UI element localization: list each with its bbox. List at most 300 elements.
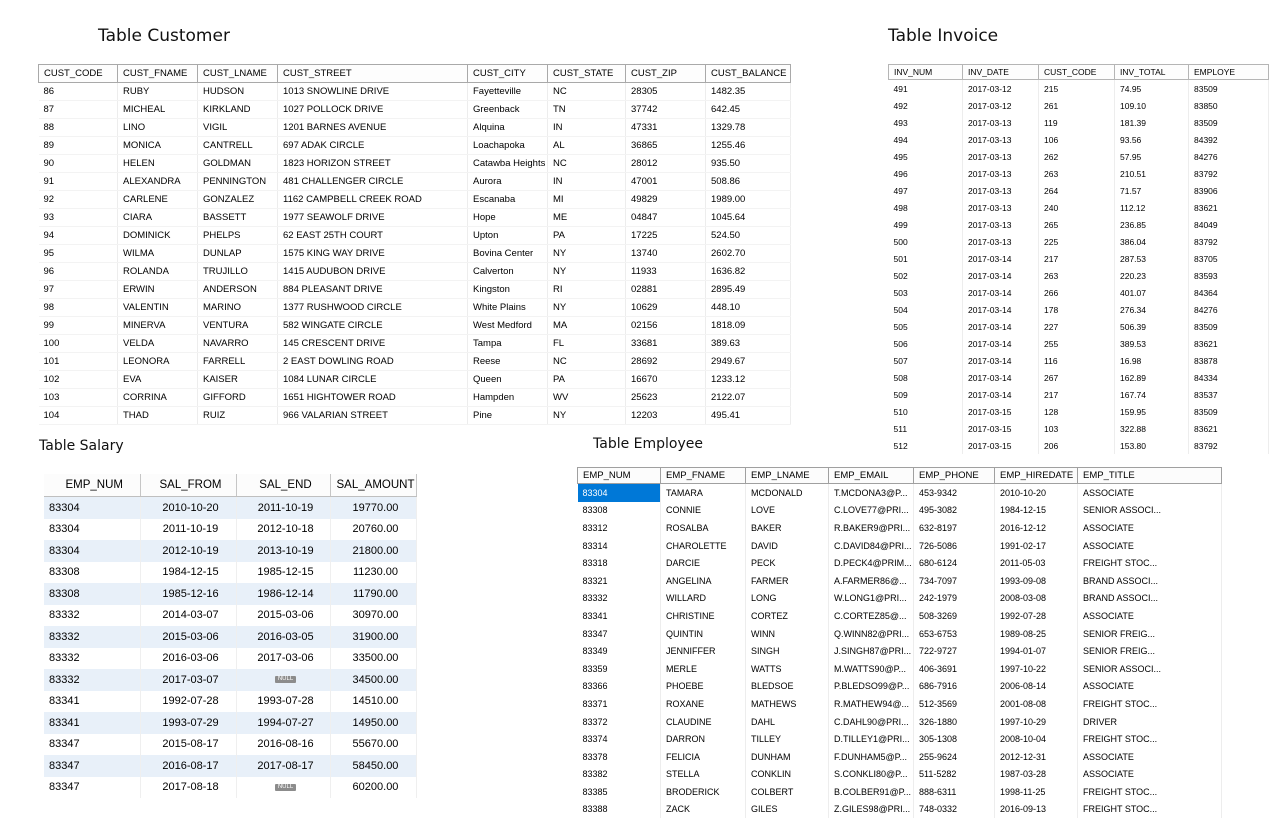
employee-cell[interactable]: GILES <box>746 801 829 818</box>
customer-cell[interactable]: 13740 <box>626 245 706 263</box>
employee-cell[interactable]: ASSOCIATE <box>1078 748 1222 766</box>
salary-cell[interactable]: 1992-07-28 <box>140 691 236 713</box>
invoice-cell[interactable]: 266 <box>1039 284 1115 301</box>
customer-cell[interactable]: 1823 HORIZON STREET <box>278 155 468 173</box>
customer-cell[interactable]: 1989.00 <box>706 191 791 209</box>
customer-cell[interactable]: PA <box>548 227 626 245</box>
invoice-row[interactable] <box>889 352 1269 369</box>
customer-cell[interactable]: RUIZ <box>198 407 278 425</box>
employee-column-header[interactable]: EMP_NUM <box>578 468 661 484</box>
invoice-cell[interactable]: 84392 <box>1189 131 1269 148</box>
customer-cell[interactable]: Greenback <box>468 101 548 119</box>
employee-cell[interactable]: 748-0332 <box>914 801 995 818</box>
employee-cell[interactable]: DAVID <box>746 537 829 555</box>
invoice-cell[interactable]: 2017-03-13 <box>963 131 1039 148</box>
customer-cell[interactable]: VENTURA <box>198 317 278 335</box>
salary-cell[interactable]: 83332 <box>44 605 140 627</box>
employee-cell[interactable]: 1992-07-28 <box>995 607 1078 625</box>
salary-row[interactable] <box>44 605 416 627</box>
customer-cell[interactable]: Fayetteville <box>468 83 548 101</box>
employee-cell[interactable]: LONG <box>746 590 829 608</box>
employee-cell[interactable]: ASSOCIATE <box>1078 607 1222 625</box>
employee-cell[interactable]: 686-7916 <box>914 678 995 696</box>
invoice-cell[interactable]: 494 <box>889 131 963 148</box>
customer-cell[interactable]: 1201 BARNES AVENUE <box>278 119 468 137</box>
employee-cell[interactable]: TAMARA <box>661 484 746 502</box>
employee-cell[interactable]: CHRISTINE <box>661 607 746 625</box>
employee-column-header[interactable]: EMP_PHONE <box>914 468 995 484</box>
invoice-cell[interactable]: 159.95 <box>1115 403 1189 420</box>
invoice-cell[interactable]: 276.34 <box>1115 301 1189 318</box>
salary-cell[interactable]: 11790.00 <box>330 583 416 605</box>
employee-row[interactable] <box>578 695 1222 713</box>
employee-cell[interactable]: ZACK <box>661 801 746 818</box>
invoice-cell[interactable]: 2017-03-12 <box>963 97 1039 114</box>
salary-row[interactable] <box>44 734 416 756</box>
salary-cell[interactable]: 2015-08-17 <box>140 734 236 756</box>
employee-cell[interactable]: 83378 <box>578 748 661 766</box>
employee-row[interactable] <box>578 590 1222 608</box>
customer-cell[interactable]: GOLDMAN <box>198 155 278 173</box>
invoice-cell[interactable]: 240 <box>1039 199 1115 216</box>
customer-cell[interactable]: 524.50 <box>706 227 791 245</box>
customer-cell[interactable]: 1651 HIGHTOWER ROAD <box>278 389 468 407</box>
invoice-cell[interactable]: 84334 <box>1189 369 1269 386</box>
invoice-cell[interactable]: 2017-03-14 <box>963 318 1039 335</box>
invoice-cell[interactable]: 83509 <box>1189 114 1269 131</box>
customer-cell[interactable]: 1818.09 <box>706 317 791 335</box>
customer-cell[interactable]: LINO <box>118 119 198 137</box>
salary-cell[interactable]: 2017-08-18 <box>140 777 236 799</box>
invoice-cell[interactable]: 83621 <box>1189 420 1269 437</box>
employee-row[interactable] <box>578 766 1222 784</box>
employee-column-header[interactable]: EMP_LNAME <box>746 468 829 484</box>
employee-cell[interactable]: TILLEY <box>746 730 829 748</box>
customer-cell[interactable]: KAISER <box>198 371 278 389</box>
employee-cell[interactable]: COLBERT <box>746 783 829 801</box>
customer-cell[interactable]: CORRINA <box>118 389 198 407</box>
employee-cell[interactable]: 1997-10-22 <box>995 660 1078 678</box>
employee-cell[interactable]: BRAND ASSOCI... <box>1078 590 1222 608</box>
customer-cell[interactable]: NC <box>548 155 626 173</box>
employee-row[interactable] <box>578 801 1222 818</box>
customer-cell[interactable]: 2895.49 <box>706 281 791 299</box>
employee-row[interactable] <box>578 572 1222 590</box>
employee-cell[interactable]: BRODERICK <box>661 783 746 801</box>
salary-cell[interactable]: 58450.00 <box>330 755 416 777</box>
invoice-row[interactable] <box>889 437 1269 454</box>
employee-cell[interactable]: 1994-01-07 <box>995 642 1078 660</box>
salary-cell[interactable]: 14510.00 <box>330 691 416 713</box>
customer-cell[interactable]: 28012 <box>626 155 706 173</box>
employee-cell[interactable]: FREIGHT STOC... <box>1078 554 1222 572</box>
employee-cell[interactable]: FREIGHT STOC... <box>1078 783 1222 801</box>
salary-cell[interactable] <box>236 777 330 799</box>
employee-cell[interactable]: STELLA <box>661 766 746 784</box>
invoice-cell[interactable]: 84049 <box>1189 216 1269 233</box>
customer-cell[interactable]: 86 <box>39 83 118 101</box>
employee-cell[interactable]: 2011-05-03 <box>995 554 1078 572</box>
invoice-column-header[interactable]: INV_NUM <box>889 65 963 80</box>
customer-cell[interactable]: HUDSON <box>198 83 278 101</box>
employee-cell[interactable]: CHAROLETTE <box>661 537 746 555</box>
salary-cell[interactable]: 2015-03-06 <box>236 605 330 627</box>
invoice-cell[interactable]: 153.80 <box>1115 437 1189 454</box>
customer-cell[interactable]: Hope <box>468 209 548 227</box>
customer-cell[interactable]: RUBY <box>118 83 198 101</box>
customer-cell[interactable]: 1977 SEAWOLF DRIVE <box>278 209 468 227</box>
customer-cell[interactable]: 47001 <box>626 173 706 191</box>
customer-cell[interactable]: 448.10 <box>706 299 791 317</box>
salary-cell[interactable]: 83308 <box>44 562 140 584</box>
invoice-cell[interactable]: 287.53 <box>1115 250 1189 267</box>
customer-cell[interactable]: 1045.64 <box>706 209 791 227</box>
employee-cell[interactable]: FARMER <box>746 572 829 590</box>
customer-cell[interactable]: 1636.82 <box>706 263 791 281</box>
salary-row[interactable] <box>44 519 416 541</box>
customer-cell[interactable]: 2 EAST DOWLING ROAD <box>278 353 468 371</box>
salary-row[interactable] <box>44 648 416 670</box>
customer-cell[interactable]: Tampa <box>468 335 548 353</box>
customer-cell[interactable]: 1415 AUDUBON DRIVE <box>278 263 468 281</box>
employee-cell[interactable]: 83312 <box>578 519 661 537</box>
invoice-cell[interactable]: 57.95 <box>1115 148 1189 165</box>
invoice-row[interactable] <box>889 199 1269 216</box>
customer-cell[interactable]: DUNLAP <box>198 245 278 263</box>
invoice-cell[interactable]: 389.53 <box>1115 335 1189 352</box>
customer-cell[interactable]: 94 <box>39 227 118 245</box>
customer-cell[interactable]: 102 <box>39 371 118 389</box>
employee-cell[interactable]: DAHL <box>746 713 829 731</box>
salary-cell[interactable]: 30970.00 <box>330 605 416 627</box>
customer-column-header[interactable]: CUST_STATE <box>548 65 626 83</box>
customer-cell[interactable]: ME <box>548 209 626 227</box>
employee-cell[interactable]: 83359 <box>578 660 661 678</box>
employee-cell[interactable]: Z.GILES98@PRI... <box>829 801 914 818</box>
customer-cell[interactable]: 10629 <box>626 299 706 317</box>
salary-cell[interactable]: 83308 <box>44 583 140 605</box>
customer-column-header[interactable]: CUST_BALANCE <box>706 65 791 83</box>
employee-cell[interactable]: ROXANE <box>661 695 746 713</box>
invoice-cell[interactable]: 509 <box>889 386 963 403</box>
customer-cell[interactable]: IN <box>548 173 626 191</box>
customer-cell[interactable]: KIRKLAND <box>198 101 278 119</box>
invoice-column-header[interactable]: INV_TOTAL <box>1115 65 1189 80</box>
invoice-cell[interactable]: 83509 <box>1189 318 1269 335</box>
employee-row[interactable] <box>578 502 1222 520</box>
invoice-column-header[interactable]: CUST_CODE <box>1039 65 1115 80</box>
employee-cell[interactable]: 1997-10-29 <box>995 713 1078 731</box>
invoice-row[interactable] <box>889 114 1269 131</box>
customer-cell[interactable]: 93 <box>39 209 118 227</box>
employee-cell[interactable]: 326-1880 <box>914 713 995 731</box>
customer-cell[interactable]: Catawba Heights <box>468 155 548 173</box>
employee-cell[interactable]: 83349 <box>578 642 661 660</box>
employee-cell[interactable]: FREIGHT STOC... <box>1078 730 1222 748</box>
customer-cell[interactable]: GONZALEZ <box>198 191 278 209</box>
invoice-cell[interactable]: 505 <box>889 318 963 335</box>
invoice-cell[interactable]: 386.04 <box>1115 233 1189 250</box>
employee-cell[interactable]: DRIVER <box>1078 713 1222 731</box>
customer-cell[interactable]: NC <box>548 83 626 101</box>
invoice-cell[interactable]: 128 <box>1039 403 1115 420</box>
invoice-cell[interactable]: 93.56 <box>1115 131 1189 148</box>
salary-cell[interactable]: 2016-03-05 <box>236 626 330 648</box>
invoice-cell[interactable]: 83621 <box>1189 335 1269 352</box>
employee-cell[interactable]: S.CONKLI80@P... <box>829 766 914 784</box>
customer-cell[interactable]: 28305 <box>626 83 706 101</box>
employee-cell[interactable]: ASSOCIATE <box>1078 519 1222 537</box>
customer-cell[interactable]: ANDERSON <box>198 281 278 299</box>
employee-cell[interactable]: D.PECK4@PRIM... <box>829 554 914 572</box>
invoice-cell[interactable]: 83509 <box>1189 80 1269 98</box>
customer-cell[interactable]: Loachapoka <box>468 137 548 155</box>
customer-cell[interactable]: 33681 <box>626 335 706 353</box>
employee-column-header[interactable]: EMP_TITLE <box>1078 468 1222 484</box>
employee-cell[interactable]: CLAUDINE <box>661 713 746 731</box>
customer-cell[interactable]: 92 <box>39 191 118 209</box>
customer-cell[interactable]: 495.41 <box>706 407 791 425</box>
employee-cell[interactable]: FREIGHT STOC... <box>1078 695 1222 713</box>
invoice-cell[interactable]: 2017-03-12 <box>963 80 1039 98</box>
customer-cell[interactable]: Queen <box>468 371 548 389</box>
customer-cell[interactable]: 87 <box>39 101 118 119</box>
customer-cell[interactable]: 12203 <box>626 407 706 425</box>
customer-cell[interactable]: VIGIL <box>198 119 278 137</box>
salary-cell[interactable]: 20760.00 <box>330 519 416 541</box>
employee-cell[interactable]: DARCIE <box>661 554 746 572</box>
customer-cell[interactable]: 11933 <box>626 263 706 281</box>
invoice-cell[interactable]: 83621 <box>1189 199 1269 216</box>
invoice-cell[interactable]: 84364 <box>1189 284 1269 301</box>
employee-cell[interactable]: MATHEWS <box>746 695 829 713</box>
customer-cell[interactable]: 95 <box>39 245 118 263</box>
customer-cell[interactable]: 91 <box>39 173 118 191</box>
employee-cell[interactable]: ASSOCIATE <box>1078 484 1222 502</box>
employee-cell[interactable]: 888-6311 <box>914 783 995 801</box>
customer-cell[interactable]: NY <box>548 245 626 263</box>
employee-cell[interactable]: FELICIA <box>661 748 746 766</box>
customer-cell[interactable]: GIFFORD <box>198 389 278 407</box>
invoice-row[interactable] <box>889 165 1269 182</box>
customer-cell[interactable]: Upton <box>468 227 548 245</box>
salary-cell[interactable]: 19770.00 <box>330 497 416 519</box>
salary-cell[interactable]: 2011-10-19 <box>236 497 330 519</box>
customer-cell[interactable]: CIARA <box>118 209 198 227</box>
salary-cell[interactable]: 83347 <box>44 777 140 799</box>
invoice-cell[interactable]: 206 <box>1039 437 1115 454</box>
invoice-cell[interactable]: 106 <box>1039 131 1115 148</box>
customer-row[interactable] <box>39 245 791 263</box>
employee-cell[interactable]: CONNIE <box>661 502 746 520</box>
invoice-row[interactable] <box>889 97 1269 114</box>
employee-row[interactable] <box>578 519 1222 537</box>
customer-cell[interactable]: 2602.70 <box>706 245 791 263</box>
employee-cell[interactable]: 2008-10-04 <box>995 730 1078 748</box>
employee-cell[interactable]: C.DAHL90@PRI... <box>829 713 914 731</box>
invoice-cell[interactable]: 217 <box>1039 250 1115 267</box>
invoice-cell[interactable]: 261 <box>1039 97 1115 114</box>
invoice-cell[interactable]: 162.89 <box>1115 369 1189 386</box>
employee-cell[interactable]: BRAND ASSOCI... <box>1078 572 1222 590</box>
customer-cell[interactable]: 389.63 <box>706 335 791 353</box>
customer-cell[interactable]: 697 ADAK CIRCLE <box>278 137 468 155</box>
invoice-row[interactable] <box>889 80 1269 98</box>
employee-cell[interactable]: D.TILLEY1@PRI... <box>829 730 914 748</box>
employee-cell[interactable]: 632-8197 <box>914 519 995 537</box>
employee-cell[interactable]: B.COLBER91@P... <box>829 783 914 801</box>
invoice-row[interactable] <box>889 148 1269 165</box>
employee-column-header[interactable]: EMP_FNAME <box>661 468 746 484</box>
invoice-row[interactable] <box>889 250 1269 267</box>
customer-cell[interactable]: 62 EAST 25TH COURT <box>278 227 468 245</box>
customer-cell[interactable]: DOMINICK <box>118 227 198 245</box>
employee-row[interactable] <box>578 730 1222 748</box>
invoice-cell[interactable]: 499 <box>889 216 963 233</box>
invoice-cell[interactable]: 225 <box>1039 233 1115 250</box>
employee-cell[interactable]: 512-3569 <box>914 695 995 713</box>
customer-row[interactable] <box>39 155 791 173</box>
invoice-cell[interactable]: 2017-03-13 <box>963 182 1039 199</box>
employee-row[interactable] <box>578 642 1222 660</box>
salary-row[interactable] <box>44 626 416 648</box>
salary-cell[interactable]: 1993-07-29 <box>140 712 236 734</box>
salary-cell[interactable]: 1984-12-15 <box>140 562 236 584</box>
employee-cell[interactable]: 83332 <box>578 590 661 608</box>
customer-cell[interactable]: MINERVA <box>118 317 198 335</box>
invoice-cell[interactable]: 508 <box>889 369 963 386</box>
employee-cell[interactable]: 83372 <box>578 713 661 731</box>
employee-cell[interactable]: ASSOCIATE <box>1078 678 1222 696</box>
invoice-cell[interactable]: 2017-03-14 <box>963 284 1039 301</box>
customer-cell[interactable]: WV <box>548 389 626 407</box>
salary-cell[interactable]: 2012-10-18 <box>236 519 330 541</box>
salary-cell[interactable]: 83341 <box>44 691 140 713</box>
employee-cell[interactable]: 83374 <box>578 730 661 748</box>
invoice-cell[interactable]: 83878 <box>1189 352 1269 369</box>
invoice-cell[interactable]: 507 <box>889 352 963 369</box>
employee-cell[interactable]: 83347 <box>578 625 661 643</box>
employee-cell[interactable]: 495-3082 <box>914 502 995 520</box>
employee-cell[interactable]: 83318 <box>578 554 661 572</box>
invoice-cell[interactable]: 264 <box>1039 182 1115 199</box>
invoice-cell[interactable]: 262 <box>1039 148 1115 165</box>
invoice-cell[interactable]: 492 <box>889 97 963 114</box>
invoice-cell[interactable]: 84276 <box>1189 148 1269 165</box>
invoice-column-header[interactable]: INV_DATE <box>963 65 1039 80</box>
customer-cell[interactable]: NY <box>548 299 626 317</box>
invoice-cell[interactable]: 2017-03-14 <box>963 267 1039 284</box>
salary-cell[interactable] <box>236 669 330 691</box>
customer-cell[interactable]: RI <box>548 281 626 299</box>
employee-cell[interactable]: C.CORTEZ85@... <box>829 607 914 625</box>
customer-cell[interactable]: 103 <box>39 389 118 407</box>
customer-row[interactable] <box>39 173 791 191</box>
customer-row[interactable] <box>39 317 791 335</box>
invoice-cell[interactable]: 495 <box>889 148 963 165</box>
customer-cell[interactable]: 16670 <box>626 371 706 389</box>
invoice-row[interactable] <box>889 216 1269 233</box>
customer-cell[interactable]: Pine <box>468 407 548 425</box>
customer-cell[interactable]: MI <box>548 191 626 209</box>
employee-cell[interactable]: 2010-10-20 <box>995 484 1078 502</box>
customer-column-header[interactable]: CUST_STREET <box>278 65 468 83</box>
customer-cell[interactable]: 1084 LUNAR CIRCLE <box>278 371 468 389</box>
salary-row[interactable] <box>44 712 416 734</box>
employee-cell[interactable]: FREIGHT STOC... <box>1078 801 1222 818</box>
customer-cell[interactable]: 37742 <box>626 101 706 119</box>
customer-cell[interactable]: WILMA <box>118 245 198 263</box>
customer-cell[interactable]: 2949.67 <box>706 353 791 371</box>
customer-cell[interactable]: ROLANDA <box>118 263 198 281</box>
customer-row[interactable] <box>39 407 791 425</box>
customer-cell[interactable]: 1162 CAMPBELL CREEK ROAD <box>278 191 468 209</box>
employee-column-header[interactable]: EMP_EMAIL <box>829 468 914 484</box>
employee-row[interactable] <box>578 537 1222 555</box>
invoice-row[interactable] <box>889 318 1269 335</box>
customer-cell[interactable]: 100 <box>39 335 118 353</box>
customer-cell[interactable]: Escanaba <box>468 191 548 209</box>
customer-cell[interactable]: 481 CHALLENGER CIRCLE <box>278 173 468 191</box>
invoice-cell[interactable]: 215 <box>1039 80 1115 98</box>
invoice-row[interactable] <box>889 284 1269 301</box>
employee-cell[interactable]: W.LONG1@PRI... <box>829 590 914 608</box>
customer-cell[interactable]: NAVARRO <box>198 335 278 353</box>
invoice-cell[interactable]: 502 <box>889 267 963 284</box>
customer-cell[interactable]: 2122.07 <box>706 389 791 407</box>
customer-cell[interactable]: AL <box>548 137 626 155</box>
employee-cell[interactable]: SENIOR FREIG... <box>1078 642 1222 660</box>
customer-cell[interactable]: NY <box>548 407 626 425</box>
customer-cell[interactable]: Calverton <box>468 263 548 281</box>
employee-cell[interactable]: F.DUNHAM5@P... <box>829 748 914 766</box>
invoice-cell[interactable]: 2017-03-15 <box>963 420 1039 437</box>
invoice-cell[interactable]: 2017-03-14 <box>963 301 1039 318</box>
invoice-row[interactable] <box>889 301 1269 318</box>
invoice-cell[interactable]: 501 <box>889 250 963 267</box>
salary-cell[interactable]: 14950.00 <box>330 712 416 734</box>
customer-row[interactable] <box>39 371 791 389</box>
invoice-cell[interactable]: 506.39 <box>1115 318 1189 335</box>
invoice-cell[interactable]: 255 <box>1039 335 1115 352</box>
invoice-cell[interactable]: 83850 <box>1189 97 1269 114</box>
customer-cell[interactable]: 1482.35 <box>706 83 791 101</box>
customer-cell[interactable]: Bovina Center <box>468 245 548 263</box>
employee-cell[interactable]: BLEDSOE <box>746 678 829 696</box>
customer-cell[interactable]: 1013 SNOWLINE DRIVE <box>278 83 468 101</box>
employee-cell[interactable]: R.MATHEW94@... <box>829 695 914 713</box>
customer-cell[interactable]: 935.50 <box>706 155 791 173</box>
customer-cell[interactable]: EVA <box>118 371 198 389</box>
customer-cell[interactable]: THAD <box>118 407 198 425</box>
customer-cell[interactable]: 04847 <box>626 209 706 227</box>
customer-row[interactable] <box>39 83 791 101</box>
customer-cell[interactable]: FARRELL <box>198 353 278 371</box>
employee-cell[interactable]: 83341 <box>578 607 661 625</box>
employee-cell[interactable]: ROSALBA <box>661 519 746 537</box>
employee-cell[interactable]: BAKER <box>746 519 829 537</box>
employee-cell[interactable]: R.BAKER9@PRI... <box>829 519 914 537</box>
employee-cell[interactable]: MCDONALD <box>746 484 829 502</box>
customer-cell[interactable]: 36865 <box>626 137 706 155</box>
invoice-cell[interactable]: 83792 <box>1189 165 1269 182</box>
invoice-cell[interactable]: 510 <box>889 403 963 420</box>
salary-cell[interactable]: 55670.00 <box>330 734 416 756</box>
employee-row[interactable] <box>578 484 1222 502</box>
customer-cell[interactable]: PHELPS <box>198 227 278 245</box>
employee-cell[interactable]: 508-3269 <box>914 607 995 625</box>
salary-cell[interactable]: 83332 <box>44 669 140 691</box>
